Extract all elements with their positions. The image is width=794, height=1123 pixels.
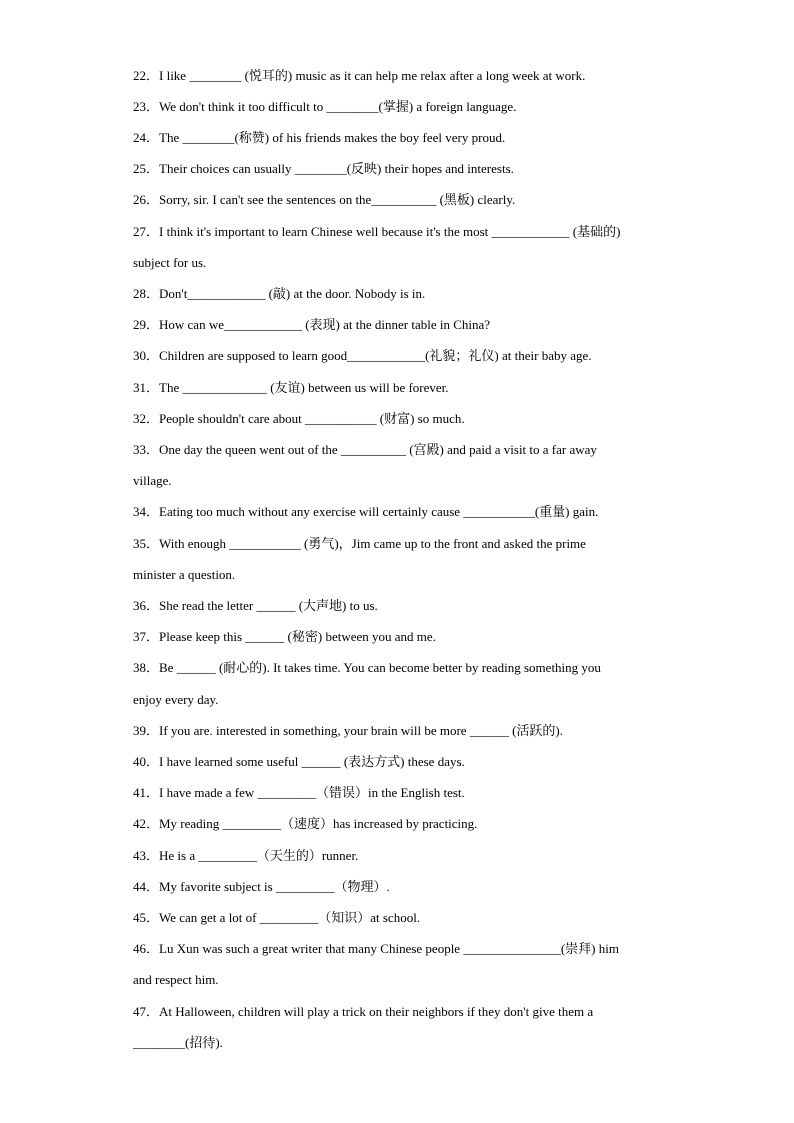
question-38-continued: enjoy every day. <box>133 692 219 707</box>
question-34: 34．Eating too much without any exercise will certainly cause ___________(重量) gain. <box>133 504 599 519</box>
question-47: 47．At Halloween, children will play a trick on their neighbors if they don't give them a <box>133 1004 594 1019</box>
question-26: 26．Sorry, sir. I can't see the sentences on the__________ (黑板) clearly. <box>133 192 516 207</box>
question-27-continued: subject for us. <box>133 255 207 270</box>
question-25: 25．Their choices can usually ________(反映) their hopes and interests. <box>133 161 514 176</box>
question-35-continued: minister a question. <box>133 567 236 582</box>
question-24: 24．The ________(称赞) of his friends makes the boy feel very proud. <box>133 130 506 145</box>
question-27: 27．I think it's important to learn Chinese well because it's the most ____________ (基础的) <box>133 224 621 239</box>
question-45: 45．We can get a lot of _________（知识）at school. <box>133 910 421 925</box>
question-30: 30．Children are supposed to learn good____________(礼貌；礼仪) at their baby age. <box>133 348 592 363</box>
question-47-continued: ________(招待). <box>133 1035 223 1050</box>
question-40: 40．I have learned some useful ______ (表达方式) these days. <box>133 754 465 769</box>
question-31: 31．The _____________ (友谊) between us will be forever. <box>133 380 449 395</box>
question-41: 41．I have made a few _________（错误）in the English test. <box>133 785 465 800</box>
question-37: 37．Please keep this ______ (秘密) between you and me. <box>133 629 436 644</box>
question-22: 22．I like ________ (悦耳的) music as it can help me relax after a long week at work. <box>133 68 586 83</box>
question-46: 46．Lu Xun was such a great writer that many Chinese people _______________(崇拜) him <box>133 941 619 956</box>
question-36: 36．She read the letter ______ (大声地) to us. <box>133 598 378 613</box>
question-32: 32．People shouldn't care about ___________ (财富) so much. <box>133 411 465 426</box>
question-38: 38．Be ______ (耐心的). It takes time. You can become better by reading something you <box>133 660 601 675</box>
question-42: 42．My reading _________（速度）has increased by practicing. <box>133 816 478 831</box>
question-39: 39．If you are. interested in something, your brain will be more ______ (活跃的). <box>133 723 563 738</box>
question-44: 44．My favorite subject is _________（物理）. <box>133 879 390 894</box>
question-46-continued: and respect him. <box>133 972 219 987</box>
question-33: 33．One day the queen went out of the __________ (宫殿) and paid a visit to a far away <box>133 442 597 457</box>
question-35: 35．With enough ___________ (勇气)，Jim came up to the front and asked the prime <box>133 536 586 551</box>
question-33-continued: village. <box>133 473 172 488</box>
question-23: 23．We don't think it too difficult to ________(掌握) a foreign language. <box>133 99 517 114</box>
question-43: 43．He is a _________（天生的）runner. <box>133 848 359 863</box>
question-28: 28．Don't____________ (敲) at the door. Nobody is in. <box>133 286 426 301</box>
question-29: 29．How can we____________ (表现) at the dinner table in China? <box>133 317 491 332</box>
